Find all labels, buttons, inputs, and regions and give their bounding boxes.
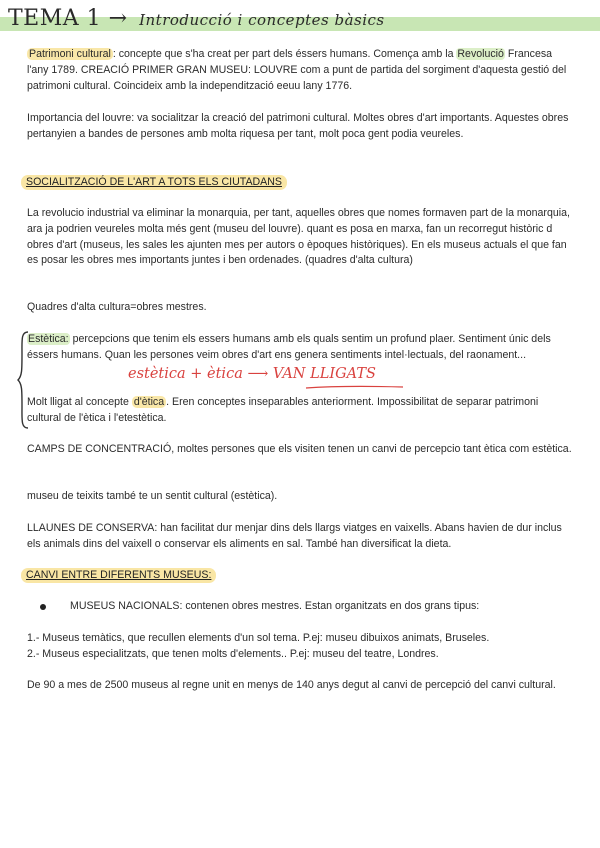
list-item: 2.- Museus especialitzats, que tenen molts d'elements.. P.ej: museu del teatre, Londres. (27, 648, 439, 660)
paragraph-text: : concepte que s'ha creat per part dels éssers humans. Comença amb la (112, 48, 457, 60)
paragraph-patrimoni (27, 47, 575, 94)
paragraph-camps: CAMPS DE CONCENTRACIÓ, moltes persones que els visiten tenen un canvi de percepcio tant ètica com estètica. (27, 443, 572, 455)
paragraph-text: . Eren conceptes inseparables anteriorment. Impossibilitat de separar patrimoni cultural de l'ètica i l'etestètica. (27, 396, 539, 424)
paragraph-quadres: Quadres d'alta cultura=obres mestres. (27, 301, 207, 313)
list-item: 1.- Museus temàtics, que recullen elements d'un sol tema. P.ej: museu dibuixos animats, Bruseles. (27, 632, 490, 644)
bullet-icon (40, 604, 46, 610)
paragraph-regne-unit: De 90 a mes de 2500 museus al regne unit en menys de 140 anys degut al canvi de percepció del canvi cultural. (27, 679, 556, 691)
page-title (8, 6, 385, 31)
paragraph-etica (27, 395, 575, 427)
title-arrow: → (108, 6, 128, 31)
paragraph-louvre: Importancia del louvre: va socialitzar la creació del patrimoni cultural. Moltes obres d'art importants. Aquestes obres pertanyien a bandes de persones amb molta riquesa per tant, molt poca gent podia veureles. (27, 112, 569, 140)
term-patrimoni-cultural: Patrimoni cultural (29, 48, 111, 60)
term-revolucio: Revolució (457, 48, 504, 60)
handwritten-annotation: estètica + ètica ⟶ VAN LLIGATS (128, 366, 376, 382)
paragraph-text: Molt lligat al concepte (27, 396, 132, 408)
paragraph-estetica (27, 332, 575, 364)
bullet-museus-nacionals: MUSEUS NACIONALS: contenen obres mestres. Estan organitzats en dos grans tipus: (70, 600, 480, 612)
paragraph-llaunes: LLAUNES DE CONSERVA: han facilitat dur menjar dins dels llargs viatges en vaixells. Abans havien de dur inclus els animals dins del vaixell o conservar els aliments en sal. També han diversificat la dieta. (27, 522, 562, 550)
paragraph-text: percepcions que tenim els essers humans amb els quals sentim un profund plaer. Sentiment únic dels éssers humans. Quan les persones veim obres d'art ens genera sentiments intel·lectuals, del raonament... (27, 333, 551, 361)
section-heading-canvi: CANVI ENTRE DIFERENTS MUSEUS: (21, 568, 216, 583)
paragraph-teixits: museu de teixits també te un sentit cultural (estètica). (27, 490, 278, 502)
title-main: TEMA 1 (8, 6, 102, 31)
paragraph-revolucio-industrial: La revolucio industrial va eliminar la monarquia, per tant, aquelles obres que nomes formaven part de la monarquia, ara ja podrien veureles molta més gent (museu del louvre). quant es posa en marxa, fan un recorregut històric d obres d'art (museus, les sales les ajunten mes per autors o èpoques històriques). En els museus actuals el que fan es posar les obres mes importants juntes i ben ordenades. (quadres d'alta cultura) (27, 207, 570, 267)
term-etica: d'ètica (133, 396, 165, 408)
term-estetica: Estètica: (28, 333, 69, 345)
title-subtitle: Introducció i conceptes bàsics (139, 11, 385, 29)
paragraph-text: Francesa l'any 1789. CREACIÓ PRIMER GRAN MUSEU: LOUVRE com a punt de partida del sorgiment d'aquesta gestió del patrimoni cultural. Coincideix amb la independització eeuu lany 1776. (27, 48, 567, 92)
handwritten-underline (305, 384, 405, 390)
section-heading-socialitzacio: SOCIALITZACIÓ DE L'ART A TOTS ELS CIUTADANS (21, 175, 287, 190)
